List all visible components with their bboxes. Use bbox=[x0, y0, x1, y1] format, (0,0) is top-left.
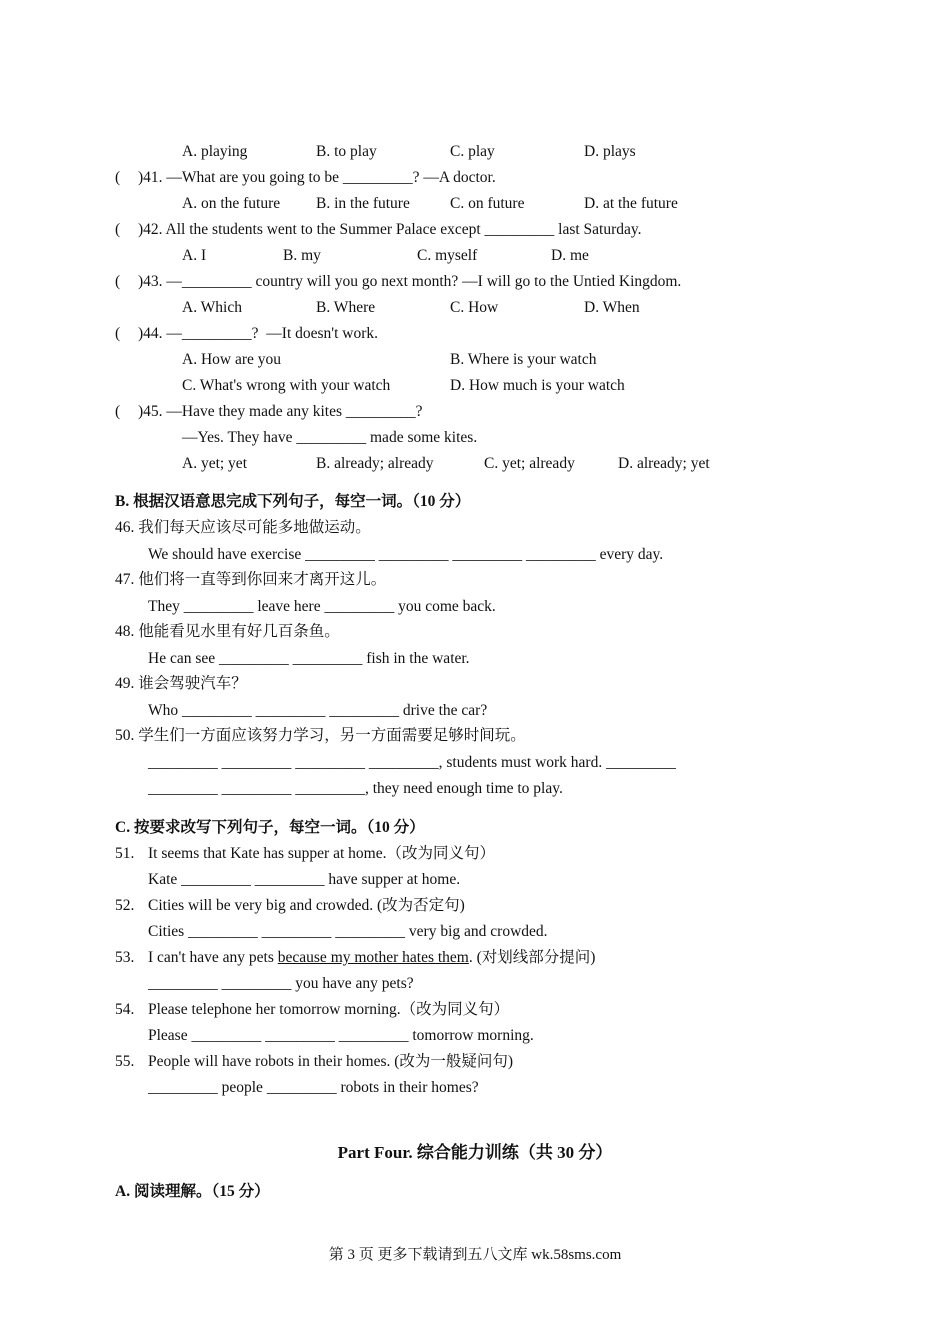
q44-paren: ( bbox=[115, 325, 121, 342]
q45-stem: )45. —Have they made any kites _________? bbox=[138, 403, 423, 420]
q48-english: He can see _________ _________ fish in the water. bbox=[148, 650, 470, 667]
q44-option-b: B. Where is your watch bbox=[450, 351, 597, 368]
part-four-title: Part Four. 综合能力训练（共 30 分） bbox=[337, 1143, 613, 1162]
q44-stem: )44. —_________? —It doesn't work. bbox=[138, 325, 379, 342]
q52-prompt: Cities will be very big and crowded. (改为否定句) bbox=[148, 897, 465, 914]
q55-number: 55. bbox=[115, 1053, 135, 1070]
q45-option-c: C. yet; already bbox=[484, 455, 575, 472]
q53-prompt-before: I can't have any pets bbox=[148, 949, 278, 966]
q53-answer: _________ _________ you have any pets? bbox=[148, 975, 414, 992]
q45-reply: —Yes. They have _________ made some kites. bbox=[182, 429, 478, 446]
q45-option-a: A. yet; yet bbox=[182, 455, 247, 472]
q50-chinese: 50. 学生们一方面应该努力学习，另一方面需要足够时间玩。 bbox=[115, 727, 526, 744]
q41-option-d: D. at the future bbox=[584, 195, 678, 212]
q41-stem: )41. —What are you going to be _________? —A doctor. bbox=[138, 169, 496, 186]
q51-prompt: It seems that Kate has supper at home.（改为同义句） bbox=[148, 845, 495, 862]
q43-option-c: C. How bbox=[450, 299, 499, 316]
q41-option-c: C. on future bbox=[450, 195, 525, 212]
q44-option-c: C. What's wrong with your watch bbox=[182, 377, 391, 394]
q42-option-a: A. I bbox=[182, 247, 207, 264]
q43-stem: )43. —_________ country will you go next month? —I will go to the Untied Kingdom. bbox=[138, 273, 682, 290]
q43-option-d: D. When bbox=[584, 299, 640, 316]
q45-paren: ( bbox=[115, 403, 121, 420]
q55-prompt: People will have robots in their homes. (改为一般疑问句) bbox=[148, 1053, 514, 1070]
q42-option-d: D. me bbox=[551, 247, 589, 264]
q53-prompt-after: . (对划线部分提问) bbox=[468, 949, 596, 966]
q52-number: 52. bbox=[115, 897, 135, 914]
q53-underlined-phrase: because my mother hates them bbox=[277, 949, 469, 966]
q54-number: 54. bbox=[115, 1001, 135, 1018]
q54-answer: Please _________ _________ _________ tomorrow morning. bbox=[148, 1027, 534, 1044]
q44-option-d: D. How much is your watch bbox=[450, 377, 625, 394]
q53-number: 53. bbox=[115, 949, 135, 966]
q51-answer: Kate _________ _________ have supper at home. bbox=[148, 871, 461, 888]
q42-paren: ( bbox=[115, 221, 121, 238]
q41-paren: ( bbox=[115, 169, 121, 186]
q43-paren: ( bbox=[115, 273, 121, 290]
q51-number: 51. bbox=[115, 845, 135, 862]
q45-option-b: B. already; already bbox=[316, 455, 434, 472]
q49-english: Who _________ _________ _________ drive the car? bbox=[148, 702, 488, 719]
q55-answer: _________ people _________ robots in their homes? bbox=[148, 1079, 479, 1096]
page-footer: 第 3 页 更多下载请到五八文库 wk.58sms.com bbox=[328, 1247, 622, 1263]
q42-option-c: C. myself bbox=[417, 247, 478, 264]
section-c-heading: C. 按要求改写下列句子，每空一词。（10 分） bbox=[115, 819, 425, 836]
section-b-heading: B. 根据汉语意思完成下列句子，每空一词。（10 分） bbox=[115, 493, 471, 510]
q41-option-b: B. in the future bbox=[316, 195, 410, 212]
q46-english: We should have exercise _________ _________ _________ _________ every day. bbox=[148, 546, 664, 563]
q46-chinese: 46. 我们每天应该尽可能多地做运动。 bbox=[115, 519, 371, 536]
q45-option-d: D. already; yet bbox=[618, 455, 710, 472]
q50-english-line1: _________ _________ _________ _________, students must work hard. _________ bbox=[148, 754, 676, 771]
q40-option-d: D. plays bbox=[584, 143, 636, 160]
q53-prompt bbox=[148, 948, 595, 968]
q54-prompt: Please telephone her tomorrow morning.（改为同义句） bbox=[148, 1001, 510, 1018]
q47-english: They _________ leave here _________ you come back. bbox=[148, 598, 496, 615]
q50-english-line2: _________ _________ _________, they need enough time to play. bbox=[148, 780, 563, 797]
q41-option-a: A. on the future bbox=[182, 195, 281, 212]
q42-option-b: B. my bbox=[283, 247, 321, 264]
q48-chinese: 48. 他能看见水里有好几百条鱼。 bbox=[115, 623, 340, 640]
q47-chinese: 47. 他们将一直等到你回来才离开这儿。 bbox=[115, 571, 387, 588]
q43-option-b: B. Where bbox=[316, 299, 376, 316]
q40-option-b: B. to play bbox=[316, 143, 377, 160]
q42-stem: )42. All the students went to the Summer Palace except _________ last Saturday. bbox=[138, 221, 642, 238]
q43-option-a: A. Which bbox=[182, 299, 242, 316]
q40-option-c: C. play bbox=[450, 143, 495, 160]
reading-heading: A. 阅读理解。（15 分） bbox=[115, 1183, 270, 1200]
q52-answer: Cities _________ _________ _________ very big and crowded. bbox=[148, 923, 548, 940]
q44-option-a: A. How are you bbox=[182, 351, 282, 368]
q49-chinese: 49. 谁会驾驶汽车？ bbox=[115, 675, 247, 692]
q40-option-a: A. playing bbox=[182, 143, 248, 160]
